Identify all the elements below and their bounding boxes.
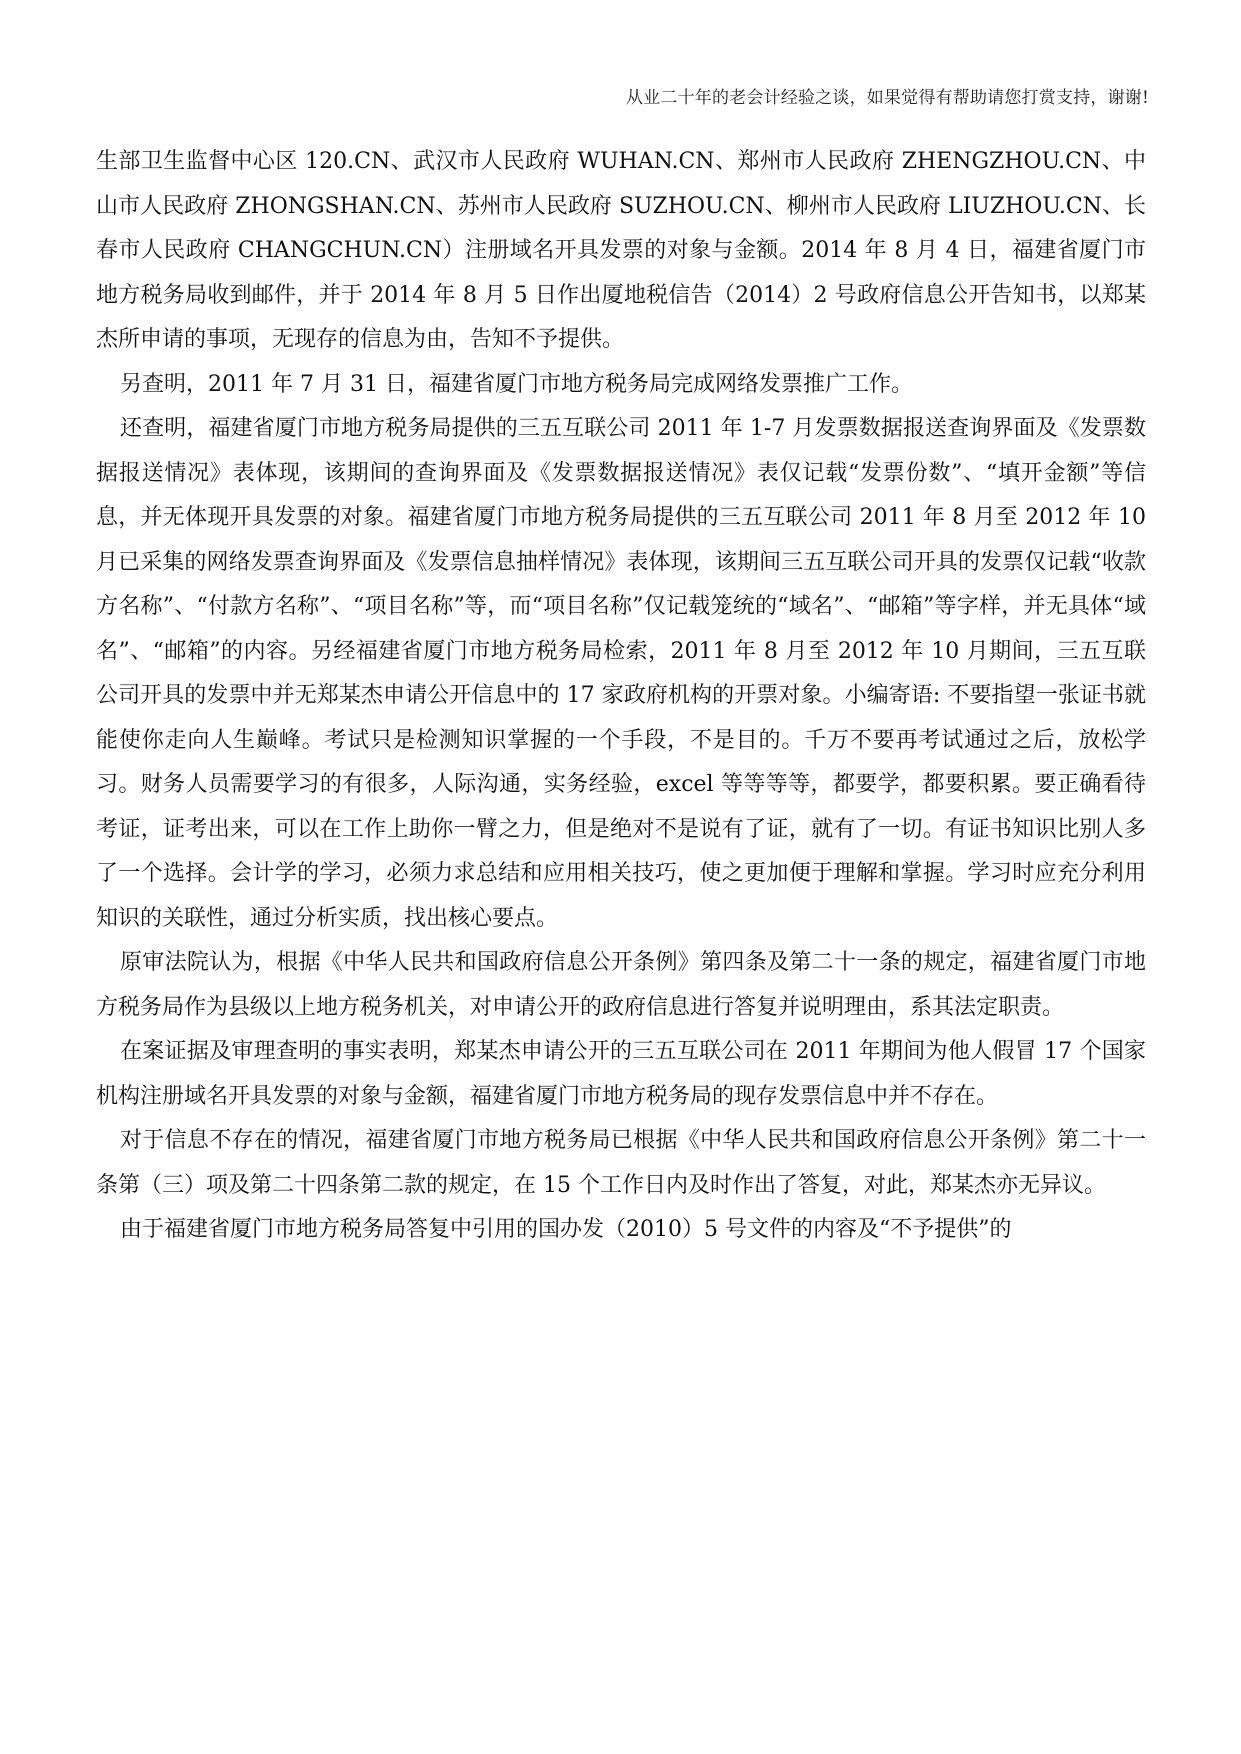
paragraph: 还查明，福建省厦门市地方税务局提供的三五互联公司 2011 年 1-7 月发票数据报送查询界面及《发票数据报送情况》表体现，该期间的查询界面及《发票数据报送情况》表仅记载“发票份数”、“填开金额”等信息，并无体现开具发票的对象。福建省厦门市地方税务局提供的三五互联公司 2011 年 8 月至 2012 年 10 月已采集的网络发票查询界面及《发票信息抽样情况》表体现，该期间三五互联公司开具的发票仅记载“收款方名称”、“付款方名称”、“项目名称”等，而“项目名称”仅记载笼统的“域名”、“邮箱”等字样，并无具体“域名”、“邮箱”的内容。另经福建省厦门市地方税务局检索，2011 年 8 月至 2012 年 10 月期间，三五互联公司开具的发票中并无郑某杰申请公开信息中的 17 家政府机构的开票对象。小编寄语: 不要指望一张证书就能使你走向人生巅峰。考试只是检测知识掌握的一个手段，不是目的。千万不要再考试通过之后，放松学习。财务人员需要学习的有很多，人际沟通，实务经验，excel 等等等等，都要学，都要积累。要正确看待考证，证考出来，可以在工作上助你一臂之力，但是绝对不是说有了证，就有了一切。有证书知识比别人多了一个选择。会计学的学习，必须力求总结和应用相关技巧，使之更加便于理解和掌握。学习时应充分利用知识的关联性，通过分析实质，找出核心要点。 <box>96 416 1146 931</box>
document-body <box>96 140 1146 1253</box>
header-note: 从业二十年的老会计经验之谈，如果觉得有帮助请您打赏支持，谢谢! <box>625 88 1149 108</box>
paragraph: 对于信息不存在的情况，福建省厦门市地方税务局已根据《中华人民共和国政府信息公开条例》第二十一条第（三）项及第二十四条第二款的规定，在 15 个工作日内及时作出了答复，对此，郑某杰亦无异议。 <box>96 1128 1146 1198</box>
paragraph: 由于福建省厦门市地方税务局答复中引用的国办发（2010）5 号文件的内容及“不予提供”的 <box>120 1217 1012 1242</box>
paragraph: 在案证据及审理查明的事实表明，郑某杰申请公开的三五互联公司在 2011 年期间为他人假冒 17 个国家机构注册域名开具发票的对象与金额，福建省厦门市地方税务局的现存发票信息中并不存在。 <box>96 1039 1146 1109</box>
paragraph: 另查明，2011 年 7 月 31 日，福建省厦门市地方税务局完成网络发票推广工作。 <box>120 371 913 397</box>
paragraph: 原审法院认为，根据《中华人民共和国政府信息公开条例》第四条及第二十一条的规定，福建省厦门市地方税务局作为县级以上地方税务机关，对申请公开的政府信息进行答复并说明理由，系其法定职责。 <box>96 950 1146 1020</box>
paragraph: 生部卫生监督中心区 120.CN、武汉市人民政府 WUHAN.CN、郑州市人民政府 ZHENGZHOU.CN、中山市人民政府 ZHONGSHAN.CN、苏州市人民政府 SUZHOU.CN、柳州市人民政府 LIUZHOU.CN、长春市人民政府 CHANGCHUN.CN）注册域名开具发票的对象与金额。2014 年 8 月 4 日，福建省厦门市地方税务局收到邮件，并于 2014 年 8 月 5 日作出厦地税信告（2014）2 号政府信息公开告知书，以郑某杰所申请的事项，无现存的信息为由，告知不予提供。 <box>96 149 1146 352</box>
